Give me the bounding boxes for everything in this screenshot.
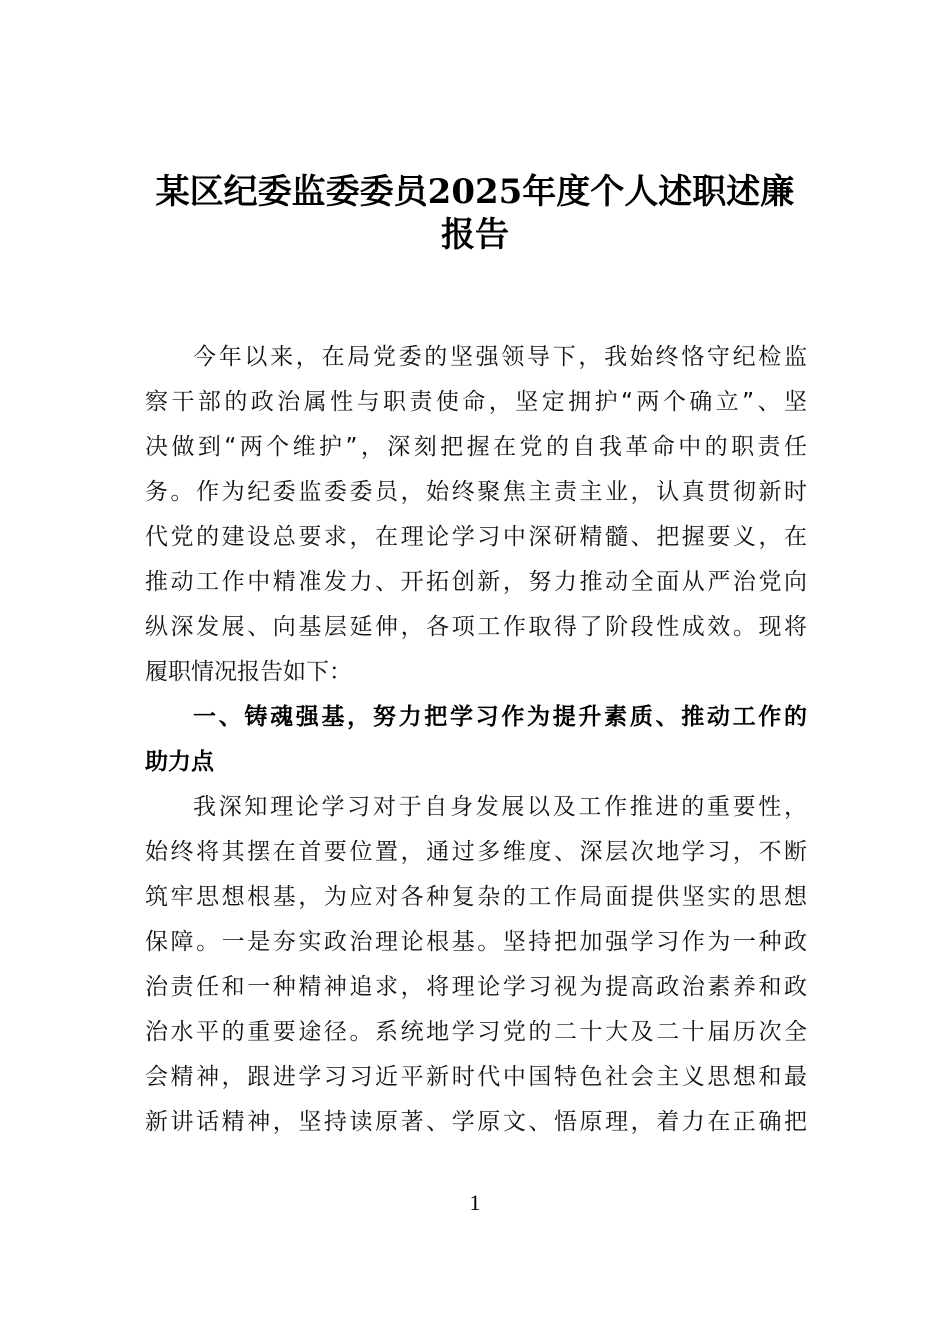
text-line: 代党的建设总要求，在理论学习中深研精髓、把握要义，在	[145, 524, 807, 550]
text-line: 治水平的重要途径。系统地学习党的二十大及二十届历次全	[145, 1019, 807, 1045]
heading-line: 助力点	[145, 749, 214, 775]
text-line: 治责任和一种精神追求，将理论学习视为提高政治素养和政	[145, 974, 807, 1000]
text-line: 察干部的政治属性与职责使命，坚定拥护“两个确立”、坚	[145, 389, 807, 415]
text-line: 务。作为纪委监委委员，始终聚焦主责主业，认真贯彻新时	[145, 479, 807, 505]
document-title-line-1: 某区纪委监委委员2025年度个人述职述廉	[155, 172, 795, 212]
text-line: 推动工作中精准发力、开拓创新，努力推动全面从严治党向	[145, 569, 807, 595]
text-line: 保障。一是夯实政治理论根基。坚持把加强学习作为一种政	[145, 929, 807, 955]
text-line: 履职情况报告如下：	[145, 659, 352, 685]
text-line: 我深知理论学习对于自身发展以及工作推进的重要性，	[193, 794, 807, 820]
text-line: 筑牢思想根基，为应对各种复杂的工作局面提供坚实的思想	[145, 884, 807, 910]
text-line: 决做到“两个维护”，深刻把握在党的自我革命中的职责任	[145, 434, 807, 460]
page-number: 1	[469, 1190, 481, 1215]
heading-line: 一、铸魂强基，努力把学习作为提升素质、推动工作的	[193, 704, 807, 730]
text-line: 今年以来，在局党委的坚强领导下，我始终恪守纪检监	[193, 344, 807, 370]
text-line: 纵深发展、向基层延伸，各项工作取得了阶段性成效。现将	[145, 614, 807, 640]
text-line: 会精神，跟进学习习近平新时代中国特色社会主义思想和最	[145, 1064, 807, 1090]
document-title-line-2: 报告	[441, 215, 509, 255]
text-line: 新讲话精神，坚持读原著、学原文、悟原理，着力在正确把	[145, 1109, 807, 1135]
text-line: 始终将其摆在首要位置，通过多维度、深层次地学习，不断	[145, 839, 807, 865]
